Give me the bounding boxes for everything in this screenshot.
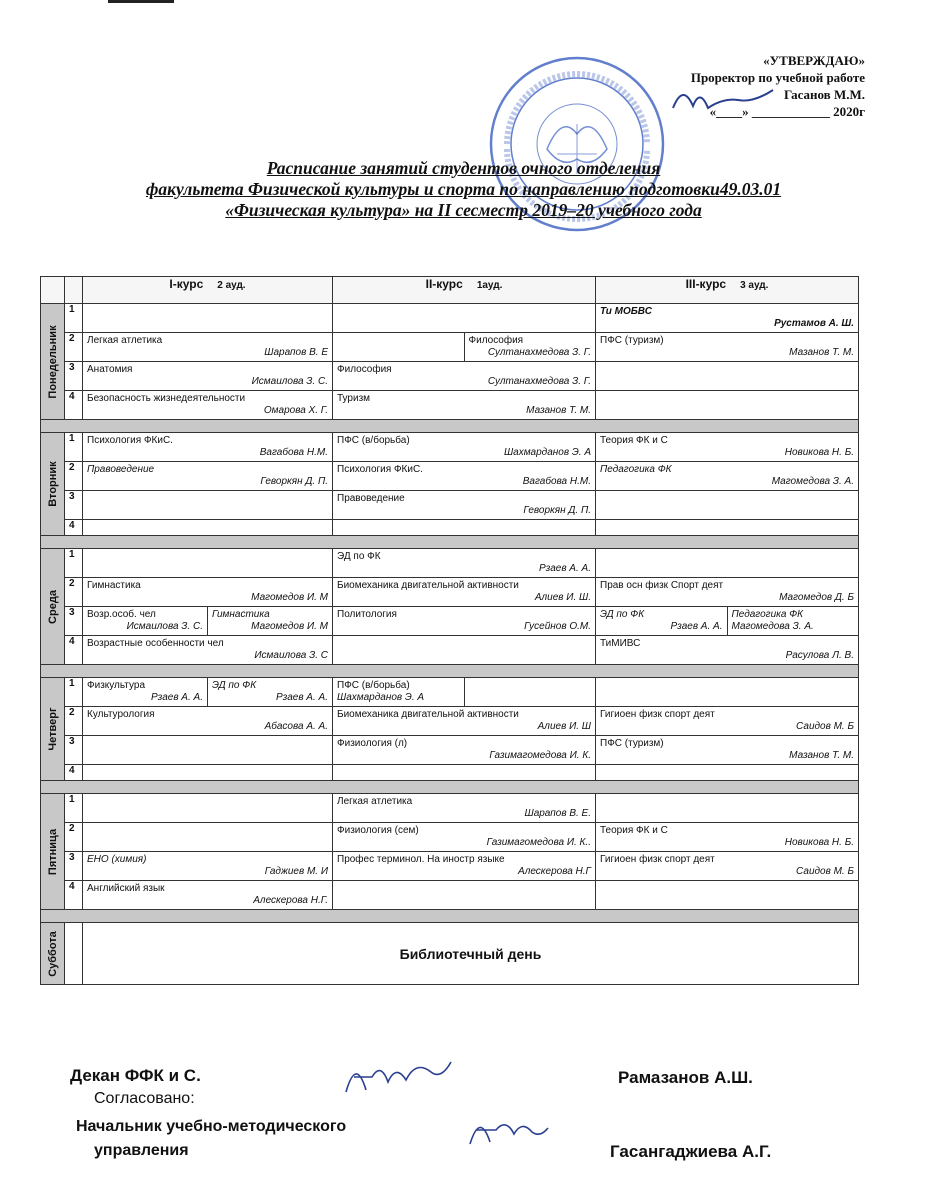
library-day: Библиотечный день bbox=[83, 923, 859, 985]
lesson-cell: Прав осн физк Спорт деят Магомедов Д. Б bbox=[596, 578, 859, 607]
table-row bbox=[41, 391, 859, 420]
lesson-number: 2 bbox=[65, 578, 83, 607]
rector-signature-icon bbox=[668, 78, 778, 118]
lesson-cell: Физиология (л) Газимагомедова И. К. bbox=[333, 736, 596, 765]
lesson-number: 4 bbox=[65, 636, 83, 665]
day-monday: Понедельник bbox=[41, 304, 65, 420]
head-title-line-1: Начальник учебно-методического bbox=[76, 1118, 347, 1135]
lesson-cell: Гигиоен физк спорт деят Саидов М. Б bbox=[596, 707, 859, 736]
lesson-cell: Легкая атлетика Шарапов В. Е. bbox=[333, 794, 596, 823]
dean-title: Декан ФФК и С. bbox=[70, 1066, 201, 1085]
lesson-cell: Биомеханика двигательной активности Алиев И. Ш. bbox=[333, 578, 596, 607]
lesson-cell bbox=[83, 304, 333, 333]
table-row bbox=[41, 852, 859, 881]
day-separator bbox=[41, 781, 859, 794]
lesson-cell: Философия Султанахмедова З. Г. bbox=[333, 333, 596, 362]
head-title-line-2: управления bbox=[94, 1142, 189, 1159]
day-wednesday: Среда bbox=[41, 549, 65, 665]
lesson-cell: ПФС (в/борьба) Шахмарданов Э. А bbox=[333, 433, 596, 462]
head-name: Гасангаджиева А.Г. bbox=[610, 1142, 772, 1161]
lesson-cell: Теория ФК и С Новикова Н. Б. bbox=[596, 433, 859, 462]
lesson-cell bbox=[83, 765, 333, 781]
lesson-cell bbox=[333, 765, 596, 781]
lesson-cell bbox=[83, 549, 333, 578]
header-course-1: I-курс 2 ауд. bbox=[83, 277, 333, 304]
day-friday: Пятница bbox=[41, 794, 65, 910]
lesson-number: 3 bbox=[65, 362, 83, 391]
table-row bbox=[41, 362, 859, 391]
table-row bbox=[41, 607, 859, 636]
lesson-cell: Гигиоен физк спорт деят Саидов М. Б bbox=[596, 852, 859, 881]
lesson-cell bbox=[83, 520, 333, 536]
lesson-number: 4 bbox=[65, 520, 83, 536]
table-row bbox=[41, 765, 859, 781]
lesson-number: 1 bbox=[65, 433, 83, 462]
header-num-cell bbox=[65, 277, 83, 304]
lesson-cell: Профес терминол. На иностр языке Алескерова Н.Г bbox=[333, 852, 596, 881]
table-row bbox=[41, 823, 859, 852]
lesson-cell: Ти МОБВС Рустамов А. Ш. bbox=[596, 304, 859, 333]
lesson-number: 4 bbox=[65, 391, 83, 420]
table-row bbox=[41, 549, 859, 578]
lesson-cell: Психология ФКиС. Вагабова Н.М. bbox=[83, 433, 333, 462]
lesson-cell: Туризм Мазанов Т. М. bbox=[333, 391, 596, 420]
lesson-cell: ЭД по ФК Рзаев А. А. Педагогика ФК Магомедова З. А. bbox=[596, 607, 859, 636]
lesson-cell: Английский язык Алескерова Н.Г. bbox=[83, 881, 333, 910]
title-line-3: «Физическая культура» на II сесместр 2019–20 учебного года bbox=[225, 200, 702, 220]
lesson-number bbox=[65, 923, 83, 985]
lesson-number: 3 bbox=[65, 852, 83, 881]
table-row bbox=[41, 923, 859, 985]
lesson-cell: Политология Гусейнов О.М. bbox=[333, 607, 596, 636]
table-row bbox=[41, 578, 859, 607]
lesson-number: 2 bbox=[65, 707, 83, 736]
lesson-cell bbox=[596, 678, 859, 707]
table-row bbox=[41, 794, 859, 823]
lesson-cell: Теория ФК и С Новикова Н. Б. bbox=[596, 823, 859, 852]
table-row bbox=[41, 462, 859, 491]
lesson-number: 1 bbox=[65, 794, 83, 823]
lesson-cell bbox=[596, 881, 859, 910]
lesson-cell: ТиМИВС Расулова Л. В. bbox=[596, 636, 859, 665]
lesson-cell bbox=[333, 636, 596, 665]
lesson-cell bbox=[596, 520, 859, 536]
header-course-3: III-курс 3 ауд. bbox=[596, 277, 859, 304]
lesson-cell: Правоведение Геворкян Д. П. bbox=[83, 462, 333, 491]
day-tuesday: Вторник bbox=[41, 433, 65, 536]
table-row bbox=[41, 520, 859, 536]
lesson-cell bbox=[333, 520, 596, 536]
lesson-cell: Возр.особ. чел Исмаилова З. С. Гимнастика Магомедов И. М bbox=[83, 607, 333, 636]
lesson-cell bbox=[83, 794, 333, 823]
lesson-cell bbox=[596, 362, 859, 391]
lesson-cell: Физиология (сем) Газимагомедова И. К.. bbox=[333, 823, 596, 852]
lesson-number: 4 bbox=[65, 765, 83, 781]
schedule-title bbox=[0, 158, 927, 221]
lesson-number: 3 bbox=[65, 491, 83, 520]
lesson-cell: Философия Султанахмедова З. Г. bbox=[333, 362, 596, 391]
title-line-2: факультета Физической культуры и спорта по направлению подготовки49.03.01 bbox=[145, 179, 782, 199]
table-row bbox=[41, 881, 859, 910]
lesson-cell: ПФС (туризм) Мазанов Т. М. bbox=[596, 333, 859, 362]
day-saturday: Суббота bbox=[41, 923, 65, 985]
lesson-cell: ПФС (в/борьба) Шахмарданов Э. А bbox=[333, 678, 596, 707]
day-separator bbox=[41, 910, 859, 923]
title-line-1: Расписание занятий студентов очного отделения bbox=[266, 158, 661, 178]
scan-mark bbox=[108, 0, 174, 3]
lesson-number: 2 bbox=[65, 823, 83, 852]
lesson-cell bbox=[596, 794, 859, 823]
table-row bbox=[41, 678, 859, 707]
lesson-cell: Безопасность жизнедеятельности Омарова Х. Г. bbox=[83, 391, 333, 420]
approval-name: Гасанов М.М. bbox=[783, 87, 865, 102]
day-separator bbox=[41, 665, 859, 678]
approval-date: «____» ____________ 2020г bbox=[709, 104, 865, 119]
lesson-cell bbox=[83, 736, 333, 765]
lesson-cell bbox=[596, 491, 859, 520]
table-row bbox=[41, 491, 859, 520]
approval-heading: «УТВЕРЖДАЮ» bbox=[763, 53, 865, 68]
lesson-cell bbox=[333, 881, 596, 910]
dean-signature-icon bbox=[336, 1052, 456, 1102]
lesson-number: 3 bbox=[65, 736, 83, 765]
lesson-cell: Правоведение Геворкян Д. П. bbox=[333, 491, 596, 520]
lesson-number: 2 bbox=[65, 333, 83, 362]
approval-position: Проректор по учебной работе bbox=[690, 70, 865, 85]
table-row bbox=[41, 333, 859, 362]
header-day-cell bbox=[41, 277, 65, 304]
table-row bbox=[41, 433, 859, 462]
table-row bbox=[41, 707, 859, 736]
lesson-cell bbox=[596, 549, 859, 578]
lesson-cell: ПФС (туризм) Мазанов Т. М. bbox=[596, 736, 859, 765]
table-row bbox=[41, 736, 859, 765]
day-separator bbox=[41, 536, 859, 549]
lesson-cell: ЕНО (химия) Гаджиев М. И bbox=[83, 852, 333, 881]
lesson-cell bbox=[333, 304, 596, 333]
lesson-cell bbox=[596, 765, 859, 781]
day-separator bbox=[41, 420, 859, 433]
lesson-number: 1 bbox=[65, 549, 83, 578]
signature-footer bbox=[0, 1066, 927, 1200]
lesson-cell: Анатомия Исмаилова З. С. bbox=[83, 362, 333, 391]
lesson-cell: ЭД по ФК Рзаев А. А. bbox=[333, 549, 596, 578]
lesson-cell: Физкультура Рзаев А. А. ЭД по ФК Рзаев А. А. bbox=[83, 678, 333, 707]
lesson-cell: Гимнастика Магомедов И. М bbox=[83, 578, 333, 607]
lesson-number: 2 bbox=[65, 462, 83, 491]
lesson-number: 1 bbox=[65, 678, 83, 707]
lesson-cell: Биомеханика двигательной активности Алиев И. Ш bbox=[333, 707, 596, 736]
lesson-number: 1 bbox=[65, 304, 83, 333]
lesson-cell: Педагогика ФК Магомедова З. А. bbox=[596, 462, 859, 491]
lesson-cell bbox=[83, 491, 333, 520]
header-course-2: II-курс 1ауд. bbox=[333, 277, 596, 304]
schedule-table bbox=[40, 276, 859, 985]
table-header bbox=[41, 277, 859, 304]
head-signature-icon bbox=[462, 1106, 552, 1150]
lesson-number: 4 bbox=[65, 881, 83, 910]
agreed-label: Согласовано: bbox=[94, 1090, 195, 1107]
table-row bbox=[41, 636, 859, 665]
lesson-cell: Возрастные особенности чел Исмаилова З. С bbox=[83, 636, 333, 665]
lesson-cell: Культурология Абасова А. А. bbox=[83, 707, 333, 736]
lesson-number: 3 bbox=[65, 607, 83, 636]
lesson-cell bbox=[83, 823, 333, 852]
lesson-cell: Психология ФКиС. Вагабова Н.М. bbox=[333, 462, 596, 491]
table-row bbox=[41, 304, 859, 333]
dean-name: Рамазанов А.Ш. bbox=[618, 1068, 753, 1087]
lesson-cell: Легкая атлетика Шарапов В. Е bbox=[83, 333, 333, 362]
day-thursday: Четверг bbox=[41, 678, 65, 781]
lesson-cell bbox=[596, 391, 859, 420]
